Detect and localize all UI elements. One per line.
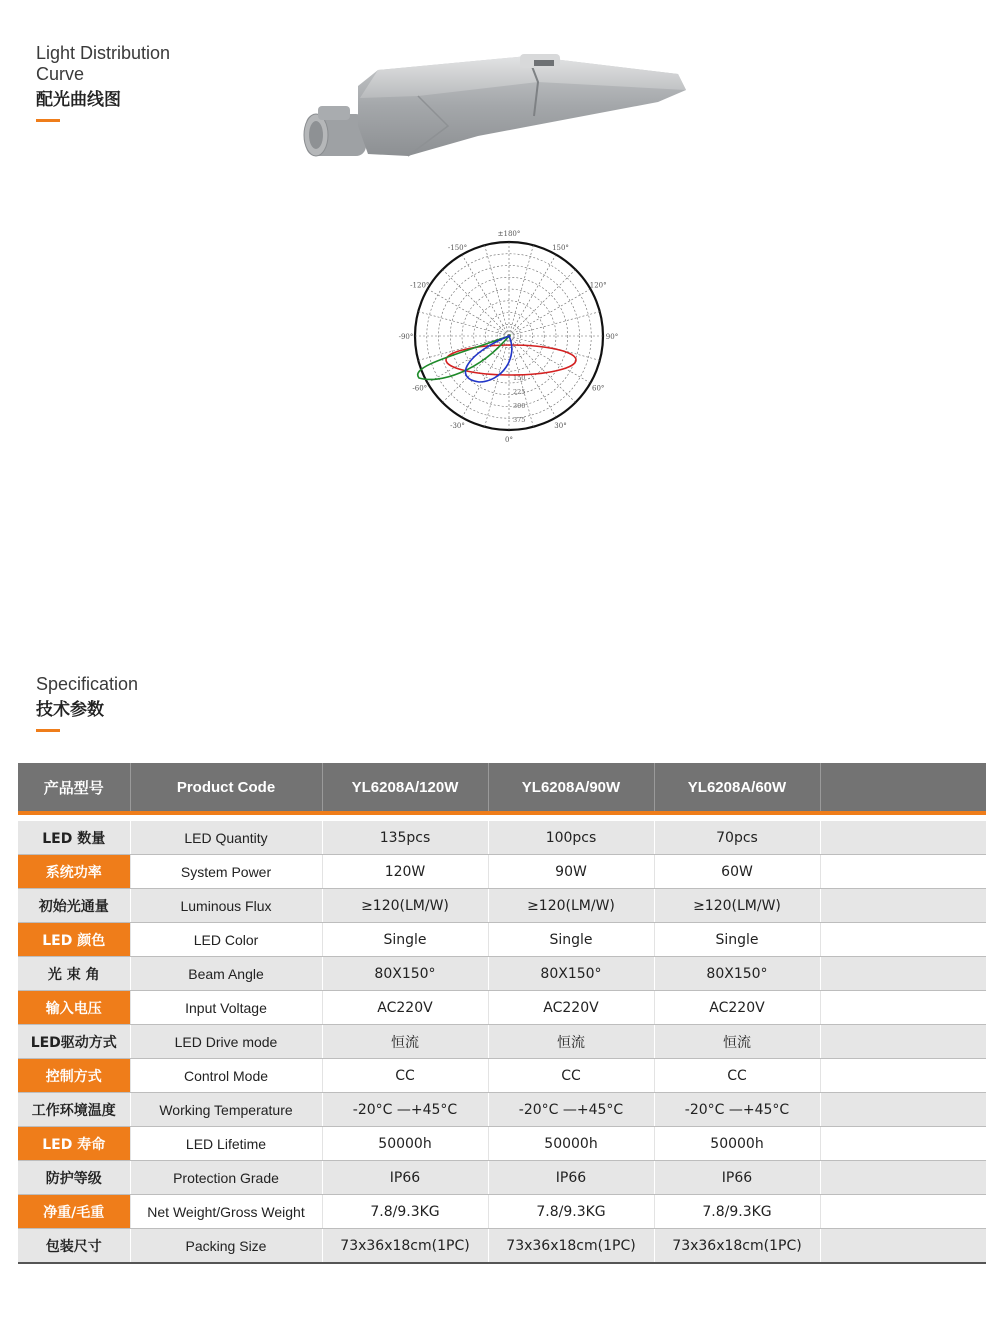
table-row: [18, 821, 986, 855]
row-value-cell: Single: [488, 923, 654, 957]
row-label-en: LED Quantity: [130, 821, 322, 855]
table-row: [18, 889, 986, 923]
row-value-cell: 135pcs: [322, 821, 488, 855]
row-value-cell: [820, 1093, 986, 1127]
table-row: [18, 855, 986, 889]
row-label-en: Beam Angle: [130, 957, 322, 991]
row-value-cell: 恒流: [654, 1025, 820, 1059]
row-value-cell: [820, 957, 986, 991]
row-label-cn: LED驱动方式: [18, 1025, 130, 1059]
row-value-cell: [820, 855, 986, 889]
row-value-cell: [820, 923, 986, 957]
polar-radial-label: 225: [513, 388, 526, 396]
polar-angle-label: -90°: [398, 333, 414, 341]
table-spacer-row: [18, 813, 986, 821]
row-value-cell: 7.8/9.3KG: [488, 1195, 654, 1229]
row-label-en: LED Color: [130, 923, 322, 957]
row-value-cell: Single: [322, 923, 488, 957]
polar-radial-label: 150: [513, 374, 526, 382]
row-value-cell: 7.8/9.3KG: [654, 1195, 820, 1229]
row-value-cell: ≥120(LM/W): [322, 889, 488, 923]
row-value-cell: -20°C —+45°C: [322, 1093, 488, 1127]
row-value-cell: [820, 1127, 986, 1161]
table-row: [18, 991, 986, 1025]
row-value-cell: 73x36x18cm(1PC): [488, 1229, 654, 1264]
polar-light-distribution-chart: [386, 226, 636, 456]
header-model-90w: YL6208A/90W: [488, 763, 654, 813]
row-value-cell: [820, 991, 986, 1025]
orange-underline: [36, 119, 60, 122]
row-value-cell: AC220V: [322, 991, 488, 1025]
polar-angle-label: -150°: [447, 243, 468, 252]
row-value-cell: 60W: [654, 855, 820, 889]
polar-angle-label: -120°: [410, 281, 430, 290]
row-value-cell: IP66: [654, 1161, 820, 1195]
row-value-cell: CC: [488, 1059, 654, 1093]
row-value-cell: [820, 889, 986, 923]
row-label-cn: 净重/毛重: [18, 1195, 130, 1229]
section-title-en-line1: Light Distribution: [36, 43, 171, 63]
spacer-cell: [130, 813, 322, 821]
spacer-cell: [654, 813, 820, 821]
specification-table: [18, 763, 986, 1264]
table-row: [18, 923, 986, 957]
polar-angle-label: -30°: [450, 422, 465, 431]
row-value-cell: 80X150°: [322, 957, 488, 991]
row-label-en: LED Drive mode: [130, 1025, 322, 1059]
row-label-cn: LED 数量: [18, 821, 130, 855]
table-row: [18, 1093, 986, 1127]
header-model-120w: YL6208A/120W: [322, 763, 488, 813]
row-value-cell: 80X150°: [488, 957, 654, 991]
row-value-cell: ≥120(LM/W): [488, 889, 654, 923]
row-label-cn: 包装尺寸: [18, 1229, 130, 1264]
row-label-cn: LED 寿命: [18, 1127, 130, 1161]
row-value-cell: IP66: [488, 1161, 654, 1195]
row-label-cn: LED 颜色: [18, 923, 130, 957]
row-label-en: Luminous Flux: [130, 889, 322, 923]
row-label-en: Input Voltage: [130, 991, 322, 1025]
spec-title-en: Specification: [36, 674, 139, 694]
row-value-cell: 50000h: [654, 1127, 820, 1161]
row-value-cell: [820, 1161, 986, 1195]
table-header-row: [18, 763, 986, 813]
header-empty: [820, 763, 986, 813]
row-value-cell: [820, 821, 986, 855]
row-value-cell: [820, 1059, 986, 1093]
row-value-cell: 73x36x18cm(1PC): [322, 1229, 488, 1264]
row-value-cell: 73x36x18cm(1PC): [654, 1229, 820, 1264]
row-value-cell: [820, 1229, 986, 1264]
header-model-60w: YL6208A/60W: [654, 763, 820, 813]
row-value-cell: [820, 1195, 986, 1229]
section-light-distribution-title: [36, 43, 170, 122]
row-label-cn: 输入电压: [18, 991, 130, 1025]
polar-radial-label: 375: [513, 416, 526, 424]
row-label-en: Net Weight/Gross Weight: [130, 1195, 322, 1229]
polar-angle-label: 90°: [605, 333, 619, 341]
row-value-cell: -20°C —+45°C: [488, 1093, 654, 1127]
polar-angle-label: 30°: [554, 422, 567, 431]
polar-angle-label: 0°: [505, 436, 513, 444]
section-title-en-line2: Curve: [36, 64, 85, 84]
row-value-cell: 120W: [322, 855, 488, 889]
row-label-en: Control Mode: [130, 1059, 322, 1093]
polar-angle-label: 60°: [591, 384, 605, 393]
row-value-cell: ≥120(LM/W): [654, 889, 820, 923]
row-value-cell: -20°C —+45°C: [654, 1093, 820, 1127]
row-value-cell: CC: [322, 1059, 488, 1093]
header-cn-model: 产品型号: [18, 763, 130, 813]
orange-underline: [36, 729, 60, 732]
row-value-cell: Single: [654, 923, 820, 957]
row-value-cell: 50000h: [322, 1127, 488, 1161]
row-value-cell: 100pcs: [488, 821, 654, 855]
row-value-cell: 恒流: [322, 1025, 488, 1059]
row-label-en: Protection Grade: [130, 1161, 322, 1195]
section-title-cn: 配光曲线图: [36, 90, 121, 110]
table-row: [18, 1229, 986, 1264]
polar-angle-label: -60°: [412, 384, 428, 393]
row-label-en: LED Lifetime: [130, 1127, 322, 1161]
spec-title-cn: 技术参数: [36, 700, 104, 720]
table-row: [18, 1161, 986, 1195]
row-value-cell: IP66: [322, 1161, 488, 1195]
row-value-cell: 80X150°: [654, 957, 820, 991]
section-specification-title: [36, 674, 138, 732]
row-value-cell: CC: [654, 1059, 820, 1093]
row-label-cn: 工作环境温度: [18, 1093, 130, 1127]
row-value-cell: 恒流: [488, 1025, 654, 1059]
spacer-cell: [18, 813, 130, 821]
table-row: [18, 1195, 986, 1229]
spacer-cell: [322, 813, 488, 821]
row-value-cell: [820, 1025, 986, 1059]
row-label-en: Packing Size: [130, 1229, 322, 1264]
table-row: [18, 1059, 986, 1093]
polar-angle-label: 120°: [589, 281, 607, 290]
row-value-cell: AC220V: [654, 991, 820, 1025]
row-value-cell: AC220V: [488, 991, 654, 1025]
table-row: [18, 1127, 986, 1161]
row-value-cell: 90W: [488, 855, 654, 889]
row-label-cn: 光 束 角: [18, 957, 130, 991]
row-label-cn: 控制方式: [18, 1059, 130, 1093]
header-product-code: Product Code: [130, 763, 322, 813]
row-label-en: Working Temperature: [130, 1093, 322, 1127]
row-value-cell: 50000h: [488, 1127, 654, 1161]
row-label-en: System Power: [130, 855, 322, 889]
polar-angle-label: 150°: [552, 243, 569, 252]
polar-angle-label: ±180°: [497, 230, 521, 238]
row-label-cn: 初始光通量: [18, 889, 130, 923]
row-label-cn: 防护等级: [18, 1161, 130, 1195]
row-label-cn: 系统功率: [18, 855, 130, 889]
spacer-cell: [488, 813, 654, 821]
table-row: [18, 957, 986, 991]
table-row: [18, 1025, 986, 1059]
spacer-cell: [820, 813, 986, 821]
row-value-cell: 7.8/9.3KG: [322, 1195, 488, 1229]
polar-radial-label: 300: [513, 402, 526, 410]
street-light-product-image: [298, 46, 698, 166]
row-value-cell: 70pcs: [654, 821, 820, 855]
